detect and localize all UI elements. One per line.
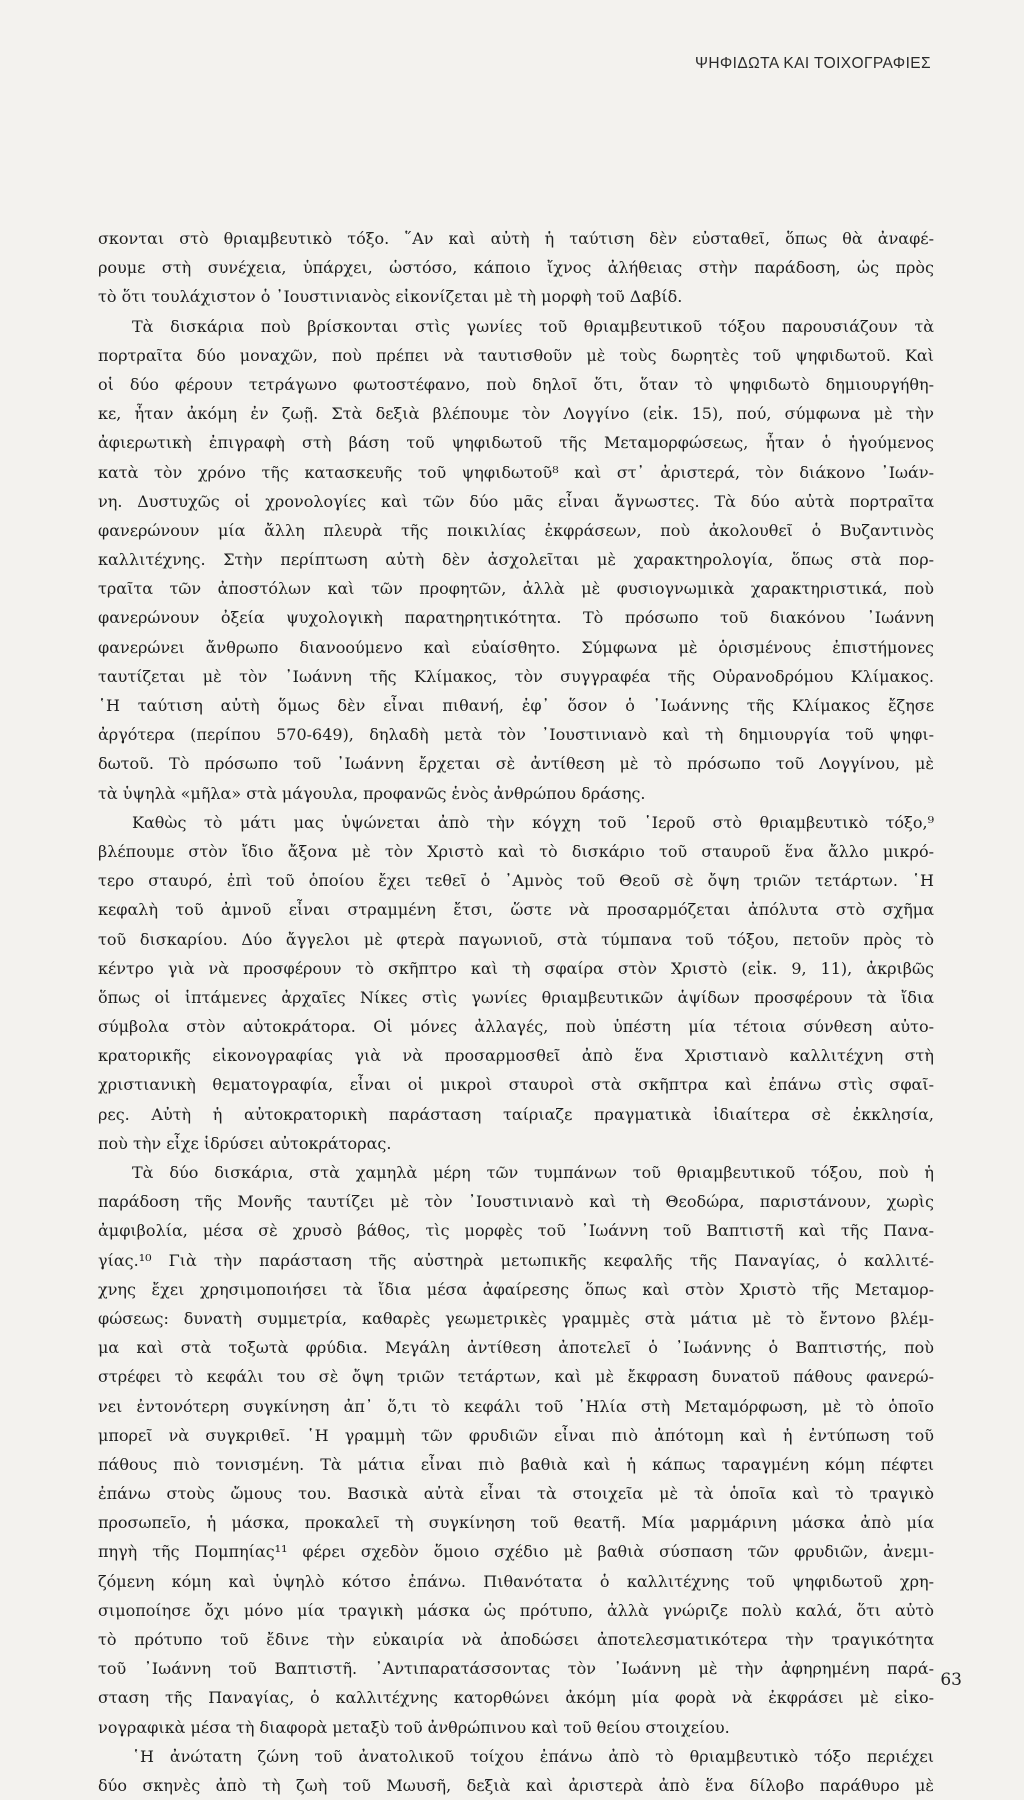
- text-line: πάθους πιὸ τονισμένη. Τὰ μάτια εἶναι πιὸ βαθιὰ καὶ ἡ κάπως ταραγμένη κόμη πέφτει: [98, 1454, 934, 1474]
- text-line: σιμοποίησε ὄχι μόνο μία τραγικὴ μάσκα ὡς πρότυπο, ἀλλὰ γνώριζε πολὺ καλά, ὅτι αὐτὸ: [98, 1600, 934, 1620]
- text-line: μα καὶ στὰ τοξωτὰ φρύδια. Μεγάλη ἀντίθεση ἀποτελεῖ ὁ ᾿Ιωάννης ὁ Βαπτιστής, ποὺ: [98, 1338, 934, 1358]
- text-line: ταυτίζεται μὲ τὸν ᾿Ιωάννη τῆς Κλίμακος, τὸν συγγραφέα τῆς Οὐρανοδρόμου Κλίμακος.: [98, 666, 934, 686]
- page-number: 63: [940, 1670, 962, 1690]
- paragraph: [98, 808, 934, 1158]
- text-line: σύμβολα στὸν αὐτοκράτορα. Οἱ μόνες ἀλλαγές, ποὺ ὑπέστη μία τέτοια σύνθεση αὐτο-: [98, 1017, 934, 1037]
- text-line: ποὺ τὴν εἶχε ἱδρύσει αὐτοκράτορας.: [98, 1133, 392, 1153]
- text-line: νη. Δυστυχῶς οἱ χρονολογίες καὶ τῶν δύο μᾶς εἶναι ἄγνωστες. Τὰ δύο αὐτὰ πορτραῖτα: [98, 491, 934, 511]
- paragraph: [98, 312, 934, 808]
- text-line: Καθὼς τὸ μάτι μας ὑψώνεται ἀπὸ τὴν κόγχη τοῦ ῾Ιεροῦ στὸ θριαμβευτικὸ τόξο,⁹: [132, 812, 934, 832]
- text-line: ῾Η ταύτιση αὐτὴ ὅμως δὲν εἶναι πιθανή, ἐφ᾿ ὅσον ὁ ᾿Ιωάννης τῆς Κλίμακος ἔζησε: [98, 696, 934, 715]
- text-line: φανερώνουν ὀξεία ψυχολογικὴ παρατηρητικότητα. Τὸ πρόσωπο τοῦ διακόνου ᾿Ιωάννη: [98, 608, 934, 628]
- text-line: κατὰ τὸν χρόνο τῆς κατασκευῆς τοῦ ψηφιδωτοῦ⁸ καὶ στ᾿ ἀριστερά, τὸν διάκονο ᾿Ιωάν-: [98, 462, 934, 482]
- text-line: Τὰ δισκάρια ποὺ βρίσκονται στὶς γωνίες τοῦ θριαμβευτικοῦ τόξου παρουσιάζουν τὰ: [132, 316, 934, 336]
- text-line: σταση τῆς Παναγίας, ὁ καλλιτέχνης κατορθώνει ἀκόμη μία φορὰ νὰ ἐκφράσει μὲ εἰκο-: [98, 1688, 934, 1708]
- text-line: κεφαλὴ τοῦ ἀμνοῦ εἶναι στραμμένη ἔτσι, ὥστε νὰ προσαρμόζεται ἀπόλυτα στὸ σχῆμα: [98, 900, 934, 920]
- text-line: σκονται στὸ θριαμβευτικὸ τόξο. ῞Αν καὶ αὐτὴ ἡ ταύτιση δὲν εὐσταθεῖ, ὅπως θὰ ἀναφέ-: [98, 229, 934, 248]
- text-line: τραῖτα τῶν ἀποστόλων καὶ τῶν προφητῶν, ἀλλὰ μὲ φυσιογνωμικὰ χαρακτηριστικά, ποὺ: [98, 579, 934, 599]
- text-line: ἀργότερα (περίπου 570-649), δηλαδὴ μετὰ τὸν ᾿Ιουστινιανὸ καὶ τὴ δημιουργία τοῦ ψηφι-: [98, 725, 934, 745]
- text-line: τοῦ δισκαρίου. Δύο ἄγγελοι μὲ φτερὰ παγωνιοῦ, στὰ τύμπανα τοῦ τόξου, πετοῦν πρὸς τὸ: [98, 929, 934, 949]
- text-line: κε, ἦταν ἀκόμη ἐν ζωῇ. Στὰ δεξιὰ βλέπουμε τὸν Λογγίνο (εἰκ. 15), πού, σύμφωνα μὲ τὴν: [98, 404, 934, 424]
- text-line: νογραφικὰ μέσα τὴ διαφορὰ μεταξὺ τοῦ ἀνθρώπινου καὶ τοῦ θείου στοιχείου.: [98, 1717, 730, 1737]
- body-text: [98, 224, 934, 1800]
- text-line: ζόμενη κόμη καὶ ὑψηλὸ κότσο ἐπάνω. Πιθανότατα ὁ καλλιτέχνης τοῦ ψηφιδωτοῦ χρη-: [98, 1571, 934, 1591]
- text-line: προσωπεῖο, ἡ μάσκα, προκαλεῖ τὴ συγκίνηση τοῦ θεατῆ. Μία μαρμάρινη μάσκα ἀπὸ μία: [98, 1513, 934, 1533]
- text-line: τὸ πρότυπο τοῦ ἔδινε τὴν εὐκαιρία νὰ ἀποδώσει ἀποτελεσματικότερα τὴν τραγικότητα: [98, 1630, 934, 1649]
- text-line: κέντρο γιὰ νὰ προσφέρουν τὸ σκῆπτρο καὶ τὴ σφαίρα στὸν Χριστὸ (εἰκ. 9, 11), ἀκριβῶς: [98, 958, 934, 978]
- text-line: Τὰ δύο δισκάρια, στὰ χαμηλὰ μέρη τῶν τυμπάνων τοῦ θριαμβευτικοῦ τόξου, ποὺ ἡ: [132, 1163, 934, 1182]
- text-line: στρέφει τὸ κεφάλι του σὲ ὄψη τριῶν τετάρτων, καὶ μὲ ἔκφραση δυνατοῦ πάθους φανερώ-: [98, 1367, 934, 1387]
- text-line: τοῦ ᾿Ιωάννη τοῦ Βαπτιστῆ. ᾿Αντιπαρατάσσοντας τὸν ᾿Ιωάννη μὲ τὴν ἀφηρημένη παρά-: [98, 1659, 934, 1679]
- text-line: πηγὴ τῆς Πομπηίας¹¹ φέρει σχεδὸν ὅμοιο σχέδιο μὲ βαθιὰ σύσπαση τῶν φρυδιῶν, ἀνεμι-: [98, 1542, 934, 1562]
- text-line: ἐπάνω στοὺς ὤμους του. Βασικὰ αὐτὰ εἶναι τὰ στοιχεῖα μὲ τὰ ὁποῖα καὶ τὸ τραγικὸ: [98, 1484, 934, 1504]
- running-head: ΨΗΦΙΔΩΤΑ ΚΑΙ ΤΟΙΧΟΓΡΑΦΙΕΣ: [694, 55, 931, 72]
- text-line: παράδοση τῆς Μονῆς ταυτίζει μὲ τὸν ᾿Ιουστινιανὸ καὶ τὴ Θεοδώρα, παριστάνουν, χωρὶς: [98, 1192, 934, 1212]
- text-line: δύο σκηνὲς ἀπὸ τὴ ζωὴ τοῦ Μωυσῆ, δεξιὰ καὶ ἀριστερὰ ἀπὸ ἕνα δίλοβο παράθυρο μὲ: [98, 1775, 934, 1795]
- text-line: ῾Η ἀνώτατη ζώνη τοῦ ἀνατολικοῦ τοίχου ἐπάνω ἀπὸ τὸ θριαμβευτικὸ τόξο περιέχει: [132, 1746, 934, 1766]
- text-line: γίας.¹⁰ Γιὰ τὴν παράσταση τῆς αὐστηρὰ μετωπικῆς κεφαλῆς τῆς Παναγίας, ὁ καλλιτέ-: [98, 1250, 934, 1270]
- text-line: τὰ ὑψηλὰ «μῆλα» στὰ μάγουλα, προφανῶς ἑνὸς ἀνθρώπου δράσης.: [98, 783, 646, 803]
- text-line: τὸ ὅτι τουλάχιστον ὁ ᾿Ιουστινιανὸς εἰκονίζεται μὲ τὴ μορφὴ τοῦ Δαβίδ.: [98, 287, 683, 307]
- paragraph: [98, 224, 934, 312]
- paragraph: [98, 1742, 934, 1800]
- text-line: βλέπουμε στὸν ἴδιο ἄξονα μὲ τὸν Χριστὸ καὶ τὸ δισκάριο τοῦ σταυροῦ ἕνα ἄλλο μικρό-: [98, 841, 934, 861]
- text-line: μπορεῖ νὰ συγκριθεῖ. ῾Η γραμμὴ τῶν φρυδιῶν εἶναι πιὸ ἀπότομη καὶ ἡ ἐντύπωση τοῦ: [98, 1425, 934, 1445]
- text-line: κρατορικῆς εἰκονογραφίας γιὰ νὰ προσαρμοσθεῖ ἀπὸ ἕνα Χριστιανὸ καλλιτέχνη στὴ: [98, 1046, 934, 1066]
- text-line: χριστιανικὴ θεματογραφία, εἶναι οἱ μικροὶ σταυροὶ στὰ σκῆπτρα καὶ ἐπάνω στὶς σφαῖ-: [98, 1075, 934, 1095]
- text-line: χνης ἔχει χρησιμοποιήσει τὰ ἴδια μέσα ἀφαίρεσης ὅπως καὶ στὸν Χριστὸ τῆς Μεταμορ-: [98, 1279, 934, 1299]
- text-line: ἀμφιβολία, μέσα σὲ χρυσὸ βάθος, τὶς μορφὲς τοῦ ᾿Ιωάννη τοῦ Βαπτιστῆ καὶ τῆς Πανα-: [98, 1221, 934, 1241]
- text-line: φώσεως: δυνατὴ συμμετρία, καθαρὲς γεωμετρικὲς γραμμὲς στὰ μάτια μὲ τὸ ἔντονο βλέμ-: [98, 1308, 934, 1328]
- text-line: οἱ δύο φέρουν τετράγωνο φωτοστέφανο, ποὺ δηλοῖ ὅτι, ὅταν τὸ ψηφιδωτὸ δημιουργήθη-: [98, 374, 934, 394]
- text-line: ρουμε στὴ συνέχεια, ὑπάρχει, ὡστόσο, κάποιο ἴχνος ἀλήθειας στὴν παράδοση, ὡς πρὸς: [98, 258, 934, 278]
- text-line: ὅπως οἱ ἱπτάμενες ἀρχαῖες Νίκες στὶς γωνίες θριαμβευτικῶν ἁψίδων προσφέρουν τὰ ἴδια: [98, 987, 934, 1007]
- text-line: τερο σταυρό, ἐπὶ τοῦ ὁποίου ἔχει τεθεῖ ὁ ᾿Αμνὸς τοῦ Θεοῦ σὲ ὄψη τριῶν τετάρτων. ῾Η: [98, 871, 934, 891]
- paragraph: [98, 1158, 934, 1742]
- text-line: ρες. Αὐτὴ ἡ αὐτοκρατορικὴ παράσταση ταίριαζε πραγματικὰ ἰδιαίτερα σὲ ἐκκλησία,: [98, 1104, 934, 1124]
- text-line: φανερώνει ἄνθρωπο διανοούμενο καὶ εὐαίσθητο. Σύμφωνα μὲ ὁρισμένους ἐπιστήμονες: [98, 637, 934, 657]
- text-line: νει ἐντονότερη συγκίνηση ἀπ᾿ ὅ,τι τὸ κεφάλι τοῦ ᾿Ηλία στὴ Μεταμόρφωση, μὲ τὸ ὁποῖο: [98, 1396, 934, 1416]
- text-line: φανερώνουν μία ἄλλη πλευρὰ τῆς ποικιλίας ἐκφράσεων, ποὺ ἀκολουθεῖ ὁ Βυζαντινὸς: [98, 520, 934, 540]
- text-line: καλλιτέχνης. Στὴν περίπτωση αὐτὴ δὲν ἀσχολεῖται μὲ χαρακτηρολογία, ὅπως στὰ πορ-: [98, 550, 934, 570]
- text-line: ἀφιερωτικὴ ἐπιγραφὴ στὴ βάση τοῦ ψηφιδωτοῦ τῆς Μεταμορφώσεως, ἦταν ὁ ἡγούμενος: [98, 433, 934, 453]
- text-line: δωτοῦ. Τὸ πρόσωπο τοῦ ᾿Ιωάννη ἔρχεται σὲ ἀντίθεση μὲ τὸ πρόσωπο τοῦ Λογγίνου, μὲ: [98, 754, 934, 774]
- text-line: πορτραῖτα δύο μοναχῶν, ποὺ πρέπει νὰ ταυτισθοῦν μὲ τοὺς δωρητὲς τοῦ ψηφιδωτοῦ. Καὶ: [98, 345, 934, 365]
